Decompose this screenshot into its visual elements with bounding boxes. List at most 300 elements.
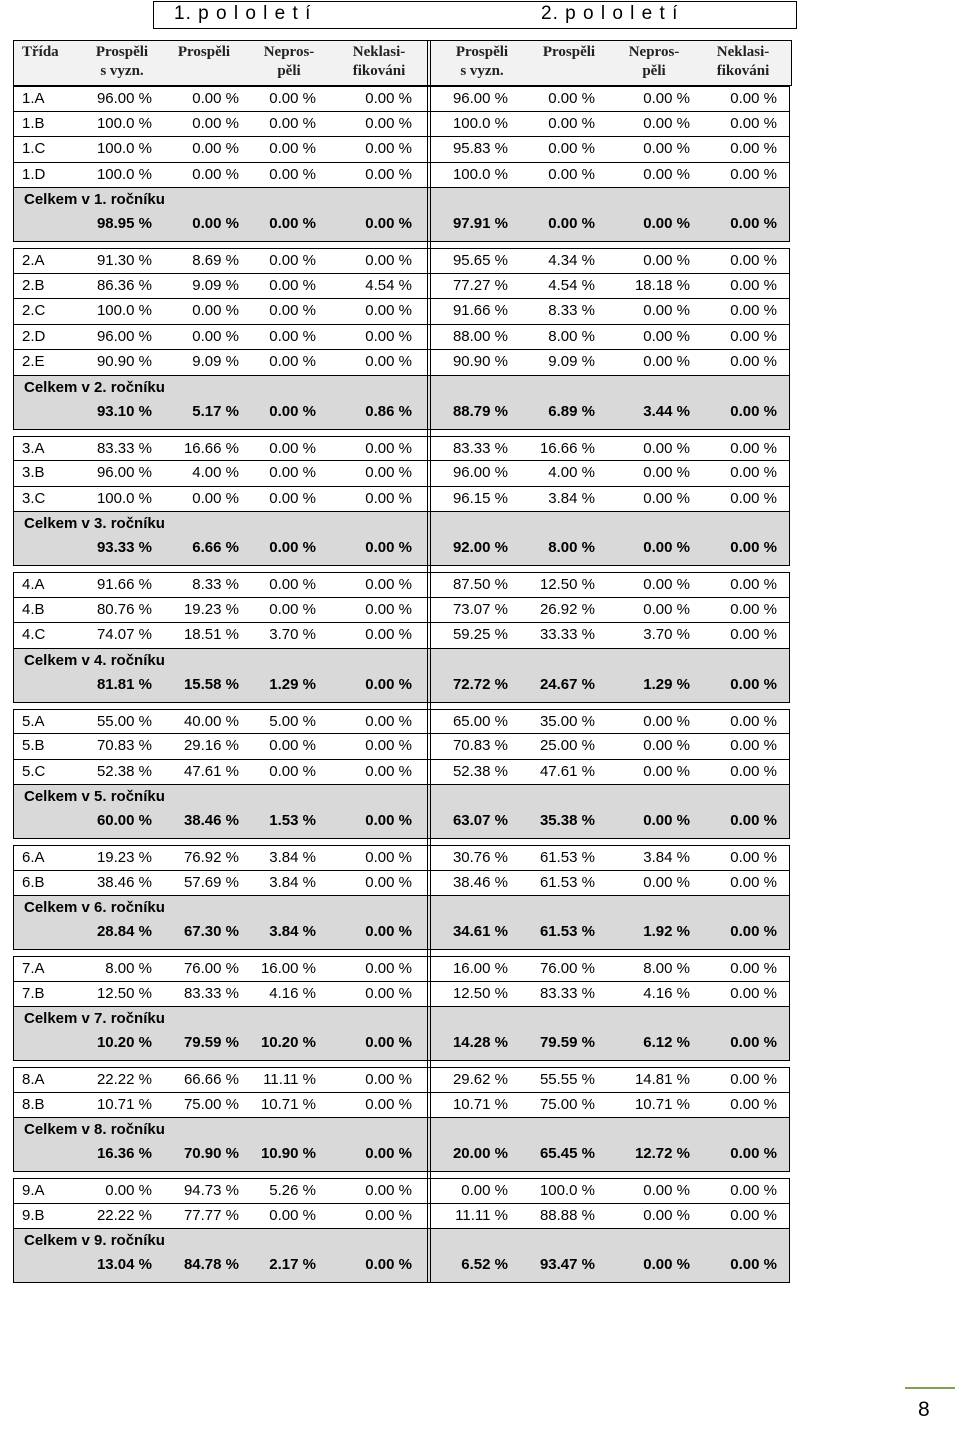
percent-cell: 100.0 % <box>452 165 508 183</box>
grade-total-row <box>13 785 790 839</box>
percent-cell: 87.50 % <box>452 576 508 593</box>
percent-cell: 0.00 % <box>269 439 316 457</box>
percent-cell: 80.76 % <box>96 600 152 618</box>
total-percent-cell: 97.91 % <box>452 215 508 232</box>
total-percent-cell: 15.58 % <box>183 675 239 693</box>
percent-cell: 0.00 % <box>730 1206 777 1224</box>
total-percent-cell: 0.00 % <box>643 539 690 556</box>
percent-cell: 100.0 % <box>96 302 152 319</box>
percent-cell: 18.18 % <box>634 276 690 294</box>
percent-cell: 0.00 % <box>269 600 316 618</box>
total-percent-cell: 0.86 % <box>365 402 412 420</box>
grade-total-label: Celkem v 3. ročníku <box>24 515 165 532</box>
percent-cell: 100.0 % <box>96 489 152 507</box>
percent-cell: 0.00 % <box>730 489 777 507</box>
percent-cell: 57.69 % <box>183 873 239 891</box>
total-percent-cell: 0.00 % <box>643 215 690 232</box>
table-row <box>13 1204 790 1230</box>
percent-cell: 0.00 % <box>643 252 690 269</box>
total-percent-cell: 79.59 % <box>539 1034 595 1051</box>
percent-cell: 0.00 % <box>461 1182 508 1199</box>
class-name: 5.A <box>22 712 45 730</box>
percent-cell: 0.00 % <box>192 165 239 183</box>
percent-cell: 52.38 % <box>96 762 152 780</box>
percent-cell: 66.66 % <box>183 1071 239 1088</box>
percent-cell: 0.00 % <box>365 1182 412 1199</box>
total-percent-cell: 13.04 % <box>96 1256 152 1273</box>
percent-cell: 0.00 % <box>269 90 316 107</box>
percent-cell: 16.00 % <box>452 960 508 977</box>
percent-cell: 0.00 % <box>269 489 316 507</box>
percent-cell: 0.00 % <box>730 1095 777 1113</box>
table-row <box>13 299 790 325</box>
total-percent-cell: 12.72 % <box>634 1145 690 1162</box>
semester-separator <box>427 86 431 1283</box>
class-name: 3.C <box>22 489 46 507</box>
percent-cell: 88.88 % <box>539 1206 595 1224</box>
header-neprospeli-1: Nepros- pěli <box>263 44 315 79</box>
percent-cell: 0.00 % <box>643 576 690 593</box>
total-percent-cell: 1.29 % <box>269 675 316 693</box>
table-row <box>13 623 790 649</box>
percent-cell: 16.66 % <box>539 439 595 457</box>
total-percent-cell: 67.30 % <box>183 923 239 940</box>
total-percent-cell: 1.29 % <box>643 675 690 693</box>
percent-cell: 76.00 % <box>183 960 239 977</box>
percent-cell: 0.00 % <box>730 873 777 891</box>
percent-cell: 0.00 % <box>643 737 690 754</box>
percent-cell: 10.71 % <box>452 1095 508 1113</box>
header-neklasifikovani-1: Neklasi- fikováni <box>352 44 406 79</box>
percent-cell: 8.33 % <box>548 302 595 319</box>
table-row <box>13 1067 790 1093</box>
percent-cell: 0.00 % <box>730 252 777 269</box>
total-percent-cell: 0.00 % <box>365 923 412 940</box>
percent-cell: 0.00 % <box>365 737 412 754</box>
percent-cell: 0.00 % <box>365 114 412 132</box>
percent-cell: 0.00 % <box>365 353 412 370</box>
percent-cell: 59.25 % <box>452 626 508 643</box>
table-row <box>13 871 790 897</box>
class-name: 2.D <box>22 327 46 345</box>
grade-total-label: Celkem v 6. ročníku <box>24 899 165 916</box>
header-neprospeli-2: Nepros- pěli <box>628 44 680 79</box>
percent-cell: 25.00 % <box>539 737 595 754</box>
percent-cell: 0.00 % <box>269 353 316 370</box>
percent-cell: 11.11 % <box>455 1206 508 1224</box>
percent-cell: 65.00 % <box>452 712 508 730</box>
class-name: 5.B <box>22 737 45 754</box>
percent-cell: 30.76 % <box>452 849 508 866</box>
percent-cell: 0.00 % <box>192 114 239 132</box>
table-row <box>13 350 790 376</box>
percent-cell: 61.53 % <box>539 849 595 866</box>
percent-cell: 4.34 % <box>548 252 595 269</box>
class-name: 1.A <box>22 90 45 107</box>
percent-cell: 0.00 % <box>269 114 316 132</box>
total-percent-cell: 0.00 % <box>730 402 777 420</box>
percent-cell: 0.00 % <box>269 737 316 754</box>
table-row <box>13 1178 790 1204</box>
percent-cell: 94.73 % <box>183 1182 239 1199</box>
percent-cell: 5.26 % <box>269 1182 316 1199</box>
class-name: 2.C <box>22 302 46 319</box>
class-name: 4.B <box>22 600 45 618</box>
percent-cell: 0.00 % <box>643 302 690 319</box>
percent-cell: 0.00 % <box>643 327 690 345</box>
total-percent-cell: 34.61 % <box>452 923 508 940</box>
percent-cell: 95.83 % <box>452 140 508 157</box>
total-percent-cell: 0.00 % <box>365 812 412 829</box>
class-name: 2.A <box>22 252 45 269</box>
percent-cell: 0.00 % <box>730 276 777 294</box>
percent-cell: 0.00 % <box>365 626 412 643</box>
percent-cell: 70.83 % <box>96 737 152 754</box>
percent-cell: 0.00 % <box>365 439 412 457</box>
total-percent-cell: 10.20 % <box>96 1034 152 1051</box>
percent-cell: 0.00 % <box>365 252 412 269</box>
percent-cell: 0.00 % <box>365 140 412 157</box>
percent-cell: 35.00 % <box>539 712 595 730</box>
percent-cell: 0.00 % <box>730 1071 777 1088</box>
total-percent-cell: 10.20 % <box>260 1034 316 1051</box>
percent-cell: 0.00 % <box>269 302 316 319</box>
semester-title-bar <box>153 1 797 29</box>
table-row <box>13 325 790 351</box>
percent-cell: 0.00 % <box>365 90 412 107</box>
class-name: 1.D <box>22 165 46 183</box>
total-percent-cell: 72.72 % <box>452 675 508 693</box>
percent-cell: 91.30 % <box>96 252 152 269</box>
total-percent-cell: 6.52 % <box>461 1256 508 1273</box>
percent-cell: 4.00 % <box>192 464 239 481</box>
page-number-rule <box>905 1387 955 1389</box>
percent-cell: 0.00 % <box>548 90 595 107</box>
percent-cell: 0.00 % <box>192 90 239 107</box>
total-percent-cell: 70.90 % <box>183 1145 239 1162</box>
total-percent-cell: 5.17 % <box>192 402 239 420</box>
total-percent-cell: 35.38 % <box>539 812 595 829</box>
page-number: 8 <box>918 1398 930 1421</box>
percent-cell: 40.00 % <box>183 712 239 730</box>
table-row <box>13 163 790 189</box>
total-percent-cell: 0.00 % <box>730 215 777 232</box>
percent-cell: 29.62 % <box>452 1071 508 1088</box>
percent-cell: 86.36 % <box>96 276 152 294</box>
percent-cell: 8.33 % <box>192 576 239 593</box>
percent-cell: 96.15 % <box>452 489 508 507</box>
percent-cell: 0.00 % <box>730 849 777 866</box>
percent-cell: 0.00 % <box>269 140 316 157</box>
percent-cell: 10.71 % <box>260 1095 316 1113</box>
percent-cell: 0.00 % <box>730 600 777 618</box>
percent-cell: 0.00 % <box>269 165 316 183</box>
total-percent-cell: 20.00 % <box>452 1145 508 1162</box>
header-prospeli-1: Prospěli <box>177 44 231 60</box>
grade-total-label: Celkem v 2. ročníku <box>24 378 165 396</box>
grade-total-row <box>13 896 790 950</box>
grade-total-row <box>13 188 790 242</box>
percent-cell: 0.00 % <box>730 302 777 319</box>
total-percent-cell: 88.79 % <box>452 402 508 420</box>
percent-cell: 0.00 % <box>269 464 316 481</box>
percent-cell: 0.00 % <box>643 1182 690 1199</box>
percent-cell: 91.66 % <box>452 302 508 319</box>
percent-cell: 0.00 % <box>643 439 690 457</box>
percent-cell: 4.16 % <box>643 984 690 1002</box>
percent-cell: 33.33 % <box>539 626 595 643</box>
percent-cell: 4.54 % <box>365 276 412 294</box>
percent-cell: 0.00 % <box>365 464 412 481</box>
total-percent-cell: 0.00 % <box>269 539 316 556</box>
percent-cell: 0.00 % <box>365 712 412 730</box>
total-percent-cell: 92.00 % <box>452 539 508 556</box>
percent-cell: 77.77 % <box>183 1206 239 1224</box>
percent-cell: 0.00 % <box>365 600 412 618</box>
total-percent-cell: 0.00 % <box>365 675 412 693</box>
total-percent-cell: 8.00 % <box>548 539 595 556</box>
percent-cell: 0.00 % <box>192 327 239 345</box>
percent-cell: 0.00 % <box>269 327 316 345</box>
percent-cell: 3.84 % <box>269 849 316 866</box>
percent-cell: 0.00 % <box>730 464 777 481</box>
percent-cell: 0.00 % <box>730 90 777 107</box>
grade-total-label: Celkem v 8. ročníku <box>24 1121 165 1138</box>
percent-cell: 0.00 % <box>730 327 777 345</box>
table-row <box>13 86 790 112</box>
percent-cell: 0.00 % <box>365 489 412 507</box>
percent-cell: 0.00 % <box>365 165 412 183</box>
table-row <box>13 1093 790 1119</box>
class-name: 4.C <box>22 626 46 643</box>
percent-cell: 90.90 % <box>96 353 152 370</box>
percent-cell: 0.00 % <box>643 712 690 730</box>
percent-cell: 0.00 % <box>192 302 239 319</box>
total-percent-cell: 1.92 % <box>643 923 690 940</box>
percent-cell: 0.00 % <box>730 353 777 370</box>
grade-total-row <box>13 1229 790 1283</box>
second-semester-title: 2. p o l o l e t í <box>541 3 679 24</box>
total-percent-cell: 38.46 % <box>183 812 239 829</box>
percent-cell: 18.51 % <box>183 626 239 643</box>
total-percent-cell: 16.36 % <box>96 1145 152 1162</box>
percent-cell: 0.00 % <box>269 762 316 780</box>
percent-cell: 10.71 % <box>634 1095 690 1113</box>
percent-cell: 0.00 % <box>730 576 777 593</box>
class-name: 8.A <box>22 1071 45 1088</box>
header-prospeli-2: Prospěli <box>542 44 596 60</box>
header-prospeli-s-vyzn-1: Prospěli s vyzn. <box>95 44 149 79</box>
percent-cell: 0.00 % <box>730 712 777 730</box>
percent-cell: 9.09 % <box>192 276 239 294</box>
total-percent-cell: 0.00 % <box>730 1145 777 1162</box>
table-row <box>13 845 790 871</box>
percent-cell: 70.83 % <box>452 737 508 754</box>
percent-cell: 0.00 % <box>643 1206 690 1224</box>
class-name: 7.B <box>22 984 45 1002</box>
class-name: 6.B <box>22 873 45 891</box>
percent-cell: 29.16 % <box>183 737 239 754</box>
class-name: 2.E <box>22 353 45 370</box>
header-prospeli-s-vyzn-2: Prospěli s vyzn. <box>455 44 509 79</box>
percent-cell: 0.00 % <box>365 1206 412 1224</box>
class-name: 9.B <box>22 1206 45 1224</box>
percent-cell: 74.07 % <box>96 626 152 643</box>
percent-cell: 83.33 % <box>96 439 152 457</box>
percent-cell: 0.00 % <box>365 873 412 891</box>
total-percent-cell: 0.00 % <box>730 675 777 693</box>
table-row <box>13 487 790 513</box>
percent-cell: 95.65 % <box>452 252 508 269</box>
total-percent-cell: 0.00 % <box>730 1256 777 1273</box>
percent-cell: 0.00 % <box>365 762 412 780</box>
table-header <box>13 40 792 86</box>
grade-total-row <box>13 1118 790 1172</box>
percent-cell: 100.0 % <box>539 1182 595 1199</box>
percent-cell: 0.00 % <box>269 576 316 593</box>
percent-cell: 0.00 % <box>365 327 412 345</box>
percent-cell: 3.70 % <box>643 626 690 643</box>
class-name: 3.A <box>22 439 45 457</box>
percent-cell: 10.71 % <box>96 1095 152 1113</box>
percent-cell: 61.53 % <box>539 873 595 891</box>
percent-cell: 96.00 % <box>452 90 508 107</box>
total-percent-cell: 0.00 % <box>730 812 777 829</box>
grade-total-label: Celkem v 9. ročníku <box>24 1232 165 1249</box>
grade-total-label: Celkem v 7. ročníku <box>24 1010 165 1027</box>
total-percent-cell: 0.00 % <box>730 539 777 556</box>
total-percent-cell: 0.00 % <box>548 215 595 232</box>
percent-cell: 0.00 % <box>192 140 239 157</box>
total-percent-cell: 63.07 % <box>452 812 508 829</box>
percent-cell: 100.0 % <box>96 165 152 183</box>
percent-cell: 0.00 % <box>269 276 316 294</box>
grade-total-row <box>13 376 790 430</box>
percent-cell: 8.69 % <box>192 252 239 269</box>
percent-cell: 3.84 % <box>548 489 595 507</box>
percent-cell: 5.00 % <box>269 712 316 730</box>
class-name: 9.A <box>22 1182 45 1199</box>
percent-cell: 96.00 % <box>96 90 152 107</box>
percent-cell: 26.92 % <box>539 600 595 618</box>
percent-cell: 0.00 % <box>643 873 690 891</box>
percent-cell: 0.00 % <box>730 1182 777 1199</box>
total-percent-cell: 65.45 % <box>539 1145 595 1162</box>
class-name: 8.B <box>22 1095 45 1113</box>
total-percent-cell: 93.47 % <box>539 1256 595 1273</box>
total-percent-cell: 0.00 % <box>365 539 412 556</box>
total-percent-cell: 84.78 % <box>183 1256 239 1273</box>
percent-cell: 77.27 % <box>452 276 508 294</box>
percent-cell: 100.0 % <box>96 114 152 132</box>
class-name: 1.B <box>22 114 45 132</box>
percent-cell: 0.00 % <box>730 140 777 157</box>
percent-cell: 0.00 % <box>643 762 690 780</box>
total-percent-cell: 0.00 % <box>192 215 239 232</box>
percent-cell: 75.00 % <box>539 1095 595 1113</box>
class-name: 3.B <box>22 464 45 481</box>
percent-cell: 16.66 % <box>183 439 239 457</box>
percent-cell: 55.00 % <box>96 712 152 730</box>
percent-cell: 0.00 % <box>105 1182 152 1199</box>
percent-cell: 0.00 % <box>730 737 777 754</box>
total-percent-cell: 93.33 % <box>96 539 152 556</box>
total-percent-cell: 0.00 % <box>365 1034 412 1051</box>
percent-cell: 0.00 % <box>548 140 595 157</box>
total-percent-cell: 79.59 % <box>183 1034 239 1051</box>
percent-cell: 55.55 % <box>539 1071 595 1088</box>
percent-cell: 91.66 % <box>96 576 152 593</box>
percent-cell: 0.00 % <box>269 252 316 269</box>
class-name: 2.B <box>22 276 45 294</box>
percent-cell: 75.00 % <box>183 1095 239 1113</box>
percent-cell: 9.09 % <box>192 353 239 370</box>
percent-cell: 9.09 % <box>548 353 595 370</box>
class-name: 7.A <box>22 960 45 977</box>
percent-cell: 47.61 % <box>183 762 239 780</box>
total-percent-cell: 61.53 % <box>539 923 595 940</box>
percent-cell: 0.00 % <box>643 353 690 370</box>
percent-cell: 8.00 % <box>643 960 690 977</box>
percent-cell: 0.00 % <box>643 114 690 132</box>
percent-cell: 96.00 % <box>452 464 508 481</box>
percent-cell: 0.00 % <box>365 984 412 1002</box>
percent-cell: 0.00 % <box>643 489 690 507</box>
percent-cell: 4.00 % <box>548 464 595 481</box>
results-table <box>13 86 790 1283</box>
percent-cell: 4.54 % <box>548 276 595 294</box>
table-row <box>13 436 790 462</box>
percent-cell: 83.33 % <box>452 439 508 457</box>
first-semester-title: 1. p o l o l e t í <box>174 3 312 24</box>
percent-cell: 22.22 % <box>96 1206 152 1224</box>
table-row <box>13 734 790 760</box>
total-percent-cell: 6.12 % <box>643 1034 690 1051</box>
class-name: 1.C <box>22 140 46 157</box>
percent-cell: 0.00 % <box>365 960 412 977</box>
percent-cell: 83.33 % <box>183 984 239 1002</box>
class-name: 5.C <box>22 762 46 780</box>
percent-cell: 0.00 % <box>365 302 412 319</box>
header-neklasifikovani-2: Neklasi- fikováni <box>716 44 770 79</box>
percent-cell: 0.00 % <box>365 1095 412 1113</box>
percent-cell: 96.00 % <box>96 327 152 345</box>
class-name: 4.A <box>22 576 45 593</box>
total-percent-cell: 1.53 % <box>269 812 316 829</box>
percent-cell: 0.00 % <box>643 165 690 183</box>
total-percent-cell: 0.00 % <box>365 1256 412 1273</box>
percent-cell: 0.00 % <box>730 114 777 132</box>
percent-cell: 76.00 % <box>539 960 595 977</box>
total-percent-cell: 98.95 % <box>96 215 152 232</box>
header-trida: Třída <box>22 44 59 60</box>
grade-total-label: Celkem v 5. ročníku <box>24 788 165 805</box>
percent-cell: 12.50 % <box>96 984 152 1002</box>
total-percent-cell: 3.84 % <box>269 923 316 940</box>
percent-cell: 0.00 % <box>643 600 690 618</box>
percent-cell: 8.00 % <box>548 327 595 345</box>
percent-cell: 19.23 % <box>183 600 239 618</box>
grade-total-row <box>13 512 790 566</box>
total-percent-cell: 0.00 % <box>365 215 412 232</box>
percent-cell: 11.11 % <box>263 1071 316 1088</box>
percent-cell: 0.00 % <box>548 114 595 132</box>
percent-cell: 0.00 % <box>643 464 690 481</box>
percent-cell: 0.00 % <box>730 626 777 643</box>
table-row <box>13 956 790 982</box>
percent-cell: 0.00 % <box>365 849 412 866</box>
percent-cell: 22.22 % <box>96 1071 152 1088</box>
